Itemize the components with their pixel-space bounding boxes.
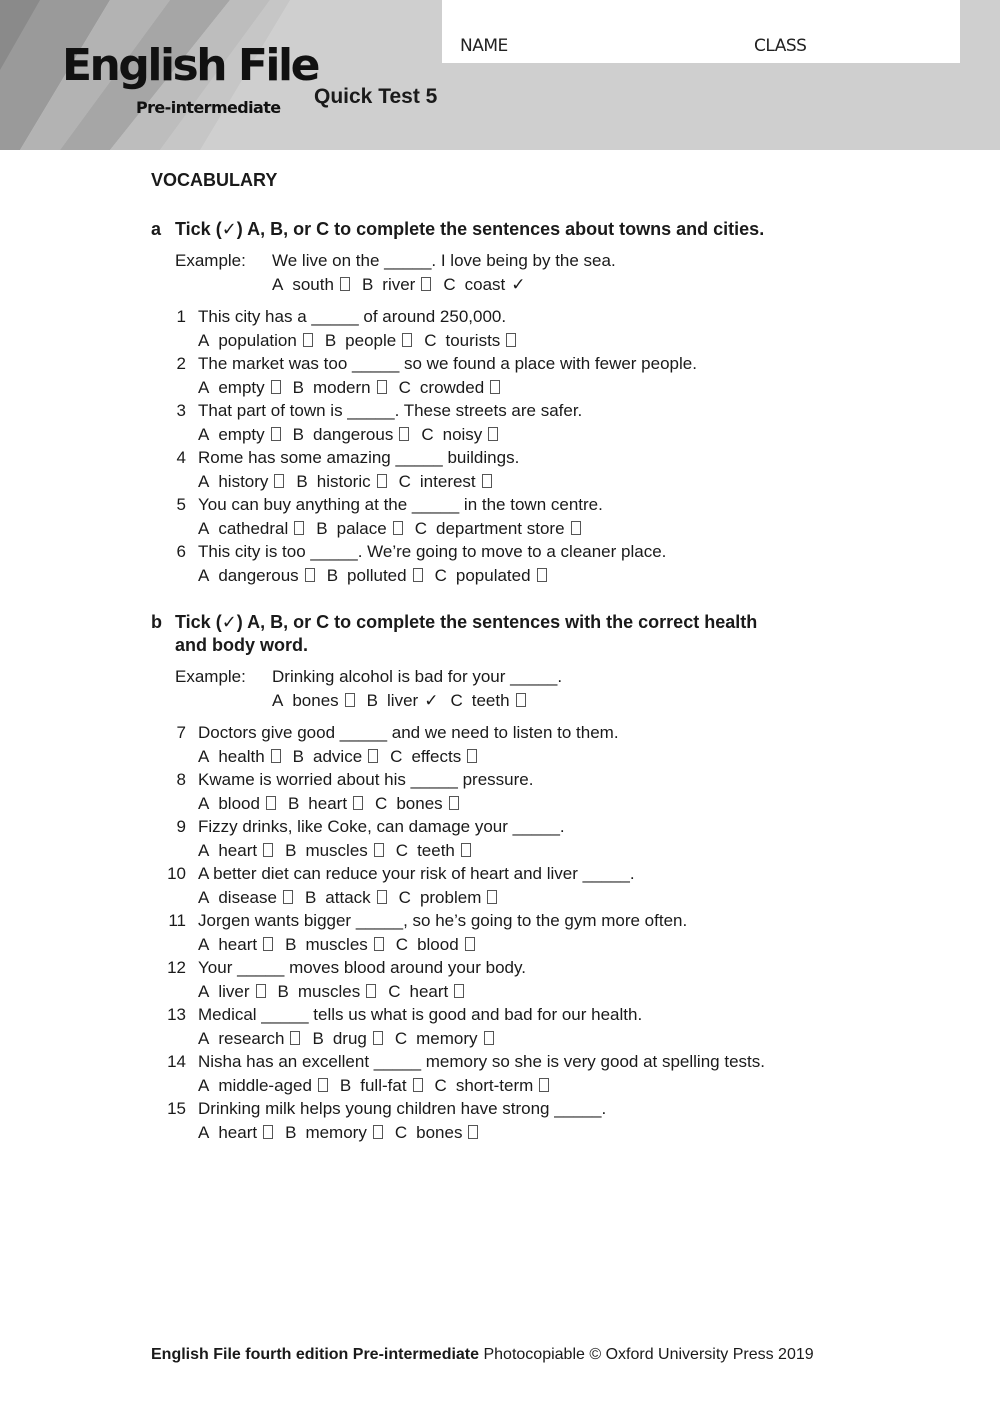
brand-logo bbox=[62, 40, 318, 117]
question-number: 10 bbox=[167, 864, 186, 883]
answer-checkbox[interactable] bbox=[368, 749, 378, 763]
question-number: 14 bbox=[167, 1052, 186, 1071]
option-letter: A bbox=[272, 691, 284, 710]
option-text: interest bbox=[419, 472, 476, 491]
brand-title: English File bbox=[62, 40, 318, 91]
answer-checkbox[interactable] bbox=[484, 1031, 494, 1045]
option-letter: C bbox=[434, 566, 447, 585]
option-text: health bbox=[218, 747, 265, 766]
part-letter: b bbox=[151, 612, 162, 632]
answer-checkbox[interactable] bbox=[256, 984, 266, 998]
options-row bbox=[198, 566, 559, 586]
option-letter: B bbox=[292, 378, 304, 397]
option-letter: C bbox=[443, 275, 456, 294]
option-letter: A bbox=[198, 888, 210, 907]
option-letter: B bbox=[285, 935, 297, 954]
answer-checkbox[interactable] bbox=[537, 568, 547, 582]
answer-checkbox[interactable] bbox=[413, 1078, 423, 1092]
answer-checkbox[interactable] bbox=[468, 1125, 478, 1139]
option-letter: A bbox=[198, 331, 210, 350]
example-label: Example: bbox=[175, 251, 246, 270]
answer-option[interactable] bbox=[198, 747, 281, 766]
footer-copyright: Photocopiable © Oxford University Press 2019 bbox=[479, 1346, 814, 1363]
option-text: population bbox=[218, 331, 297, 350]
answer-option[interactable] bbox=[198, 1123, 273, 1142]
answer-checkbox[interactable] bbox=[377, 890, 387, 904]
answer-checkbox[interactable] bbox=[421, 277, 431, 291]
option-letter: C bbox=[395, 935, 409, 954]
option-letter: C bbox=[394, 1029, 408, 1048]
options-row bbox=[198, 794, 471, 814]
answer-checkbox[interactable] bbox=[402, 333, 412, 347]
answer-checkbox[interactable] bbox=[377, 380, 387, 394]
option-text: effects bbox=[411, 747, 462, 766]
question-sentence: The market was too _____ so we found a place with fewer people. bbox=[198, 354, 697, 373]
answer-option[interactable] bbox=[198, 472, 284, 491]
answer-checkbox[interactable] bbox=[305, 568, 315, 582]
option-letter: C bbox=[398, 472, 411, 491]
answer-option[interactable] bbox=[424, 331, 516, 350]
option-letter: A bbox=[198, 982, 210, 1001]
answer-option[interactable] bbox=[296, 472, 386, 491]
options-row bbox=[198, 1029, 506, 1049]
option-text: disease bbox=[218, 888, 277, 907]
option-letter: C bbox=[398, 888, 411, 907]
question-sentence: This city is too _____. We’re going to move to a cleaner place. bbox=[198, 542, 667, 561]
answer-option[interactable] bbox=[390, 747, 477, 766]
page-footer bbox=[151, 1346, 814, 1364]
answer-checkbox[interactable] bbox=[488, 427, 498, 441]
option-text: historic bbox=[316, 472, 371, 491]
answer-option[interactable] bbox=[399, 472, 492, 491]
options-row bbox=[198, 472, 504, 492]
answer-checkbox[interactable] bbox=[366, 984, 376, 998]
answer-checkbox[interactable] bbox=[353, 796, 363, 810]
answer-option[interactable] bbox=[272, 691, 355, 710]
question-sentence: A better diet can reduce your risk of heart and liver _____. bbox=[198, 864, 635, 883]
question-sentence: Jorgen wants bigger _____, so he’s going to the gym more often. bbox=[198, 911, 688, 930]
option-letter: B bbox=[316, 519, 328, 538]
answer-checkbox[interactable] bbox=[461, 843, 471, 857]
tick-icon: ✓ bbox=[221, 219, 237, 240]
option-text: middle-aged bbox=[218, 1076, 312, 1095]
answer-checkbox[interactable] bbox=[274, 474, 284, 488]
answer-option[interactable] bbox=[198, 888, 293, 907]
option-letter: A bbox=[198, 1123, 210, 1142]
answer-option[interactable] bbox=[198, 935, 273, 954]
answer-checkbox[interactable] bbox=[393, 521, 403, 535]
option-letter: B bbox=[326, 566, 339, 585]
section-title: VOCABULARY bbox=[151, 170, 278, 190]
answer-option[interactable] bbox=[198, 794, 276, 813]
options-row bbox=[272, 275, 538, 295]
answer-option[interactable] bbox=[198, 331, 313, 350]
answer-checkbox[interactable] bbox=[516, 693, 526, 707]
option-letter: A bbox=[198, 935, 210, 954]
answer-option[interactable] bbox=[198, 1029, 300, 1048]
option-text: empty bbox=[218, 425, 265, 444]
class-label: CLASS bbox=[754, 36, 807, 56]
test-title: Quick Test 5 bbox=[314, 85, 438, 108]
answer-option[interactable] bbox=[327, 566, 423, 585]
answer-checkbox[interactable] bbox=[571, 521, 581, 535]
option-text: history bbox=[218, 472, 269, 491]
option-text: tourists bbox=[445, 331, 501, 350]
question-sentence: Medical _____ tells us what is good and bad for our health. bbox=[198, 1005, 643, 1024]
option-text: research bbox=[218, 1029, 285, 1048]
answer-option[interactable] bbox=[198, 519, 304, 538]
option-letter: A bbox=[198, 747, 210, 766]
name-label: NAME bbox=[460, 36, 508, 56]
question-sentence: Nisha has an excellent _____ memory so she is very good at spelling tests. bbox=[198, 1052, 765, 1071]
question-number: 7 bbox=[176, 723, 186, 742]
answer-option[interactable] bbox=[362, 275, 431, 294]
answer-option[interactable] bbox=[198, 982, 266, 1001]
option-text: coast bbox=[464, 275, 506, 294]
option-letter: A bbox=[198, 378, 210, 397]
answer-option[interactable] bbox=[312, 1029, 382, 1048]
options-row bbox=[198, 982, 476, 1002]
question-number: 8 bbox=[176, 770, 186, 789]
answer-option[interactable] bbox=[198, 378, 281, 397]
option-text: cathedral bbox=[218, 519, 289, 538]
example-sentence: We live on the _____. I love being by the sea. bbox=[272, 251, 616, 270]
question-sentence: Drinking milk helps young children have strong _____. bbox=[198, 1099, 607, 1118]
answer-option[interactable] bbox=[278, 982, 377, 1001]
answer-checkbox[interactable] bbox=[345, 693, 355, 707]
answer-checkbox[interactable] bbox=[303, 333, 313, 347]
answer-option[interactable] bbox=[316, 519, 402, 538]
option-letter: B bbox=[287, 794, 300, 813]
answer-checkbox[interactable] bbox=[377, 474, 387, 488]
option-letter: B bbox=[339, 1076, 352, 1095]
option-text: short-term bbox=[455, 1076, 534, 1095]
option-text: liver bbox=[387, 691, 419, 710]
option-letter: A bbox=[198, 519, 210, 538]
question-sentence: You can buy anything at the _____ in the town centre. bbox=[198, 495, 603, 514]
question-number: 15 bbox=[167, 1099, 186, 1118]
question-number: 13 bbox=[167, 1005, 186, 1024]
options-row bbox=[198, 331, 528, 351]
answer-checkbox[interactable] bbox=[271, 380, 281, 394]
answer-checkbox[interactable] bbox=[487, 890, 497, 904]
option-text: muscles bbox=[305, 841, 368, 860]
answer-checkbox[interactable] bbox=[263, 1125, 273, 1139]
brand-subtitle: Pre-intermediate bbox=[136, 98, 281, 117]
option-text: river bbox=[382, 275, 416, 294]
option-letter: C bbox=[414, 519, 428, 538]
option-letter: C bbox=[450, 691, 463, 710]
question-number: 11 bbox=[168, 911, 186, 930]
option-text: muscles bbox=[297, 982, 361, 1001]
option-text: bones bbox=[416, 1123, 463, 1142]
instruction-text: Tick (✓) A, B, or C to complete the sentences with the correct health and body word. bbox=[175, 612, 758, 655]
option-text: advice bbox=[313, 747, 363, 766]
option-text: populated bbox=[455, 566, 531, 585]
checkmark-icon: ✓ bbox=[424, 691, 439, 711]
answer-option[interactable] bbox=[305, 888, 387, 907]
option-text: muscles bbox=[305, 935, 368, 954]
options-row bbox=[198, 425, 510, 445]
option-text: memory bbox=[416, 1029, 478, 1048]
question-number: 4 bbox=[176, 448, 186, 467]
option-text: blood bbox=[417, 935, 459, 954]
question-number: 1 bbox=[176, 307, 186, 326]
option-letter: B bbox=[324, 331, 337, 350]
answer-option[interactable] bbox=[395, 1029, 494, 1048]
answer-checkbox[interactable] bbox=[413, 568, 423, 582]
answer-option[interactable] bbox=[395, 1123, 479, 1142]
option-letter: A bbox=[198, 794, 210, 813]
option-text: teeth bbox=[417, 841, 455, 860]
answer-option[interactable] bbox=[435, 1076, 550, 1095]
answer-checkbox[interactable] bbox=[467, 749, 477, 763]
option-letter: B bbox=[285, 841, 297, 860]
answer-option[interactable] bbox=[293, 378, 387, 397]
option-letter: B bbox=[366, 691, 379, 710]
instruction-text: Tick (✓) A, B, or C to complete the sentences about towns and cities. bbox=[175, 219, 765, 240]
option-letter: A bbox=[272, 275, 284, 294]
option-text: drug bbox=[332, 1029, 367, 1048]
options-row bbox=[272, 691, 538, 711]
answer-checkbox[interactable] bbox=[374, 937, 384, 951]
answer-option[interactable] bbox=[340, 1076, 423, 1095]
answer-option[interactable] bbox=[325, 331, 412, 350]
question-sentence: Rome has some amazing _____ buildings. bbox=[198, 448, 520, 467]
footer-bold: English File fourth edition Pre-intermediate bbox=[151, 1346, 480, 1363]
option-text: bones bbox=[396, 794, 443, 813]
option-text: teeth bbox=[471, 691, 510, 710]
answer-checkbox[interactable] bbox=[482, 474, 492, 488]
option-text: heart bbox=[218, 841, 258, 860]
answer-option[interactable] bbox=[399, 378, 501, 397]
options-row bbox=[198, 747, 489, 767]
option-text: dangerous bbox=[312, 425, 394, 444]
answer-option[interactable] bbox=[450, 691, 525, 710]
option-text: people bbox=[345, 331, 397, 350]
option-letter: C bbox=[424, 331, 437, 350]
answer-option[interactable] bbox=[285, 935, 384, 954]
options-row bbox=[198, 841, 483, 861]
option-letter: C bbox=[394, 1123, 408, 1142]
answer-checkbox[interactable] bbox=[465, 937, 475, 951]
option-letter: B bbox=[292, 747, 305, 766]
option-letter: C bbox=[434, 1076, 447, 1095]
question-sentence: That part of town is _____. These streets are safer. bbox=[198, 401, 583, 420]
option-letter: C bbox=[390, 747, 403, 766]
answer-option[interactable] bbox=[198, 1076, 328, 1095]
example-label: Example: bbox=[175, 667, 246, 686]
checkmark-icon: ✓ bbox=[511, 275, 526, 295]
answer-option[interactable] bbox=[272, 275, 350, 294]
answer-option[interactable] bbox=[288, 794, 363, 813]
answer-option[interactable] bbox=[293, 425, 410, 444]
answer-checkbox[interactable] bbox=[454, 984, 464, 998]
option-text: department store bbox=[436, 519, 565, 538]
option-text: blood bbox=[218, 794, 260, 813]
answer-checkbox[interactable] bbox=[294, 521, 304, 535]
option-letter: A bbox=[198, 472, 210, 491]
option-text: heart bbox=[218, 1123, 258, 1142]
option-text: full-fat bbox=[360, 1076, 407, 1095]
part-letter: a bbox=[151, 219, 162, 239]
option-letter: C bbox=[398, 378, 411, 397]
answer-option[interactable] bbox=[443, 275, 525, 294]
answer-option[interactable] bbox=[285, 1123, 383, 1142]
options-row bbox=[198, 935, 487, 955]
option-letter: B bbox=[285, 1123, 297, 1142]
name-class-box bbox=[442, 0, 960, 63]
option-text: liver bbox=[218, 982, 250, 1001]
option-letter: C bbox=[375, 794, 388, 813]
option-text: polluted bbox=[347, 566, 407, 585]
option-text: heart bbox=[409, 982, 449, 1001]
option-letter: A bbox=[198, 1076, 210, 1095]
question-sentence: Doctors give good _____ and we need to listen to them. bbox=[198, 723, 619, 742]
answer-checkbox[interactable] bbox=[373, 1031, 383, 1045]
question-sentence: Kwame is worried about his _____ pressure. bbox=[198, 770, 534, 789]
answer-checkbox[interactable] bbox=[506, 333, 516, 347]
options-row bbox=[198, 888, 509, 908]
option-letter: B bbox=[312, 1029, 324, 1048]
answer-option[interactable] bbox=[415, 519, 581, 538]
question-sentence: This city has a _____ of around 250,000. bbox=[198, 307, 507, 326]
option-text: bones bbox=[292, 691, 339, 710]
option-text: crowded bbox=[419, 378, 485, 397]
option-text: dangerous bbox=[218, 566, 299, 585]
option-text: memory bbox=[305, 1123, 367, 1142]
option-letter: B bbox=[296, 472, 308, 491]
option-letter: A bbox=[198, 1029, 210, 1048]
option-text: modern bbox=[312, 378, 371, 397]
question-sentence: Fizzy drinks, like Coke, can damage your _____. bbox=[198, 817, 565, 836]
option-letter: C bbox=[421, 425, 434, 444]
answer-option[interactable] bbox=[198, 566, 315, 585]
answer-checkbox[interactable] bbox=[539, 1078, 549, 1092]
option-letter: A bbox=[198, 841, 210, 860]
answer-option[interactable] bbox=[388, 982, 464, 1001]
answer-checkbox[interactable] bbox=[373, 1125, 383, 1139]
option-letter: C bbox=[388, 982, 401, 1001]
answer-option[interactable] bbox=[375, 794, 459, 813]
option-letter: A bbox=[198, 425, 210, 444]
answer-checkbox[interactable] bbox=[449, 796, 459, 810]
options-row bbox=[198, 378, 512, 398]
option-text: south bbox=[292, 275, 334, 294]
question-number: 9 bbox=[176, 817, 186, 836]
answer-option[interactable] bbox=[198, 841, 273, 860]
answer-option[interactable] bbox=[399, 888, 498, 907]
answer-checkbox[interactable] bbox=[263, 937, 273, 951]
answer-checkbox[interactable] bbox=[271, 749, 281, 763]
answer-option[interactable] bbox=[367, 691, 439, 710]
question-sentence: Your _____ moves blood around your body. bbox=[198, 958, 526, 977]
answer-option[interactable] bbox=[435, 566, 547, 585]
option-letter: B bbox=[277, 982, 289, 1001]
answer-checkbox[interactable] bbox=[374, 843, 384, 857]
question-number: 12 bbox=[167, 958, 186, 977]
example-sentence: Drinking alcohol is bad for your _____. bbox=[272, 667, 563, 686]
answer-checkbox[interactable] bbox=[290, 1031, 300, 1045]
answer-option[interactable] bbox=[421, 425, 498, 444]
options-row bbox=[198, 519, 593, 539]
answer-checkbox[interactable] bbox=[263, 843, 273, 857]
question-number: 5 bbox=[176, 495, 186, 514]
answer-checkbox[interactable] bbox=[271, 427, 281, 441]
option-letter: A bbox=[198, 566, 210, 585]
page-header bbox=[0, 0, 1000, 150]
option-letter: B bbox=[361, 275, 374, 294]
answer-option[interactable] bbox=[396, 841, 471, 860]
answer-option[interactable] bbox=[285, 841, 384, 860]
option-text: heart bbox=[218, 935, 258, 954]
option-text: problem bbox=[419, 888, 482, 907]
option-text: empty bbox=[218, 378, 265, 397]
option-text: attack bbox=[325, 888, 371, 907]
options-row bbox=[198, 1076, 561, 1096]
option-letter: B bbox=[304, 888, 317, 907]
answer-checkbox[interactable] bbox=[399, 427, 409, 441]
answer-checkbox[interactable] bbox=[340, 277, 350, 291]
answer-option[interactable] bbox=[198, 425, 281, 444]
answer-option[interactable] bbox=[396, 935, 475, 954]
options-row bbox=[198, 1123, 490, 1143]
answer-checkbox[interactable] bbox=[318, 1078, 328, 1092]
answer-checkbox[interactable] bbox=[490, 380, 500, 394]
question-number: 6 bbox=[176, 542, 186, 561]
option-letter: C bbox=[395, 841, 409, 860]
answer-checkbox[interactable] bbox=[283, 890, 293, 904]
option-text: palace bbox=[336, 519, 387, 538]
option-letter: B bbox=[292, 425, 304, 444]
question-number: 2 bbox=[176, 354, 186, 373]
option-text: heart bbox=[308, 794, 348, 813]
answer-option[interactable] bbox=[293, 747, 378, 766]
answer-checkbox[interactable] bbox=[266, 796, 276, 810]
tick-icon: ✓ bbox=[221, 612, 237, 633]
option-text: noisy bbox=[442, 425, 483, 444]
question-number: 3 bbox=[176, 401, 186, 420]
